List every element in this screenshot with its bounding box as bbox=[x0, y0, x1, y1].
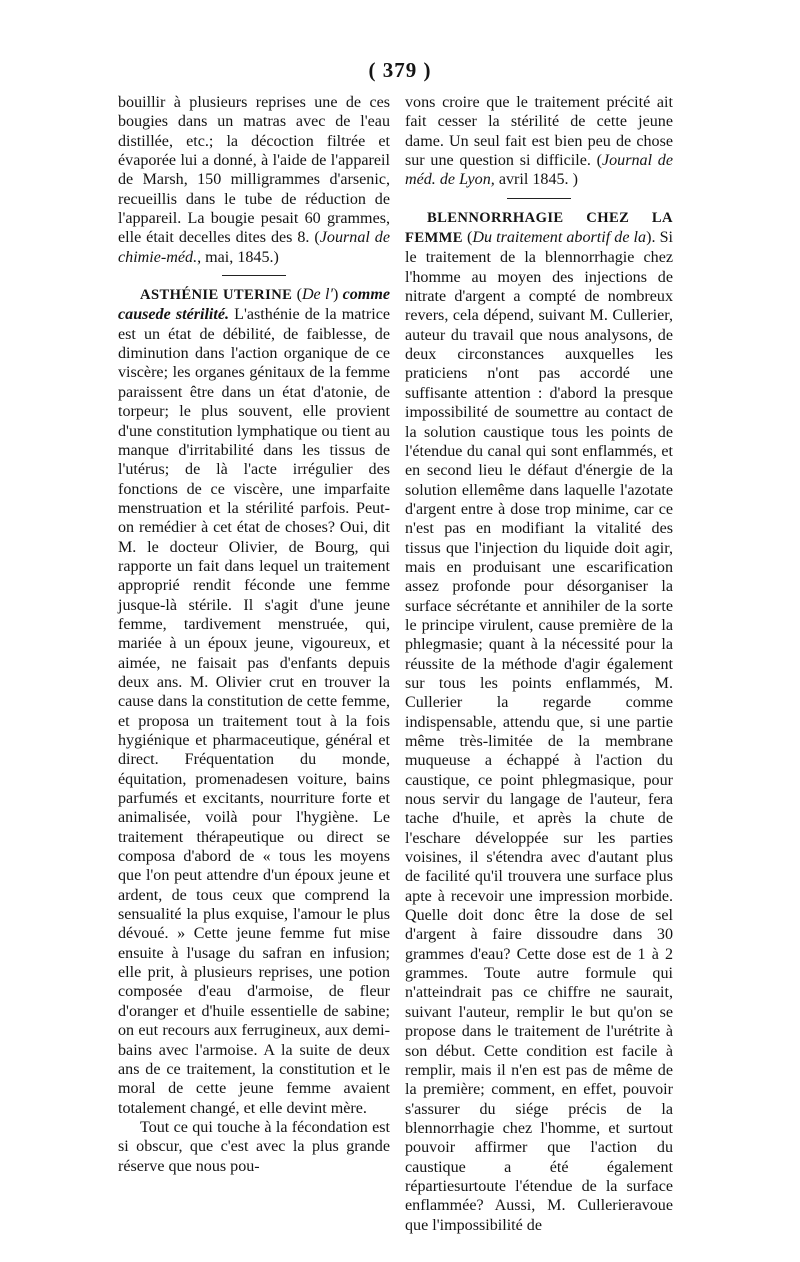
article-heading: BLENNORRHAGIE CHEZ LA FEMME bbox=[405, 209, 673, 247]
section-divider bbox=[507, 198, 571, 199]
article-subtitle: De l' bbox=[301, 286, 333, 304]
article-subtitle: Du traitement abortif de la bbox=[472, 229, 647, 247]
article-body: Si le traitement de la blennorrhagie chez l'homme au moyen des injections de nitrate d'argent a compté de nombreux revers, cela dépend, suivant M. Cullerier, auteur du travail que nous analysons, de deux circonstances auxquelles les praticiens n'ont pas accordé une suffisante attention : d'abord la presque impossibilité de soumettre au contact de la solution caustique tous les points de l'étendue du canal qui sont enflammés, et en second lieu le défaut d'énergie de la solution ellemême dans laquelle l'azotate d'argent entre à dose trop minime, car ce n'est pas en modifiant la vitalité des tissus que l'injection du liquide doit agir, mais en produisant une escarification assez profonde pour désorganiser la surface sécrétante et annihiler de la sorte le principe virulent, cause première de la phlegmasie; quant à la nécessité pour la réussite de la méthode d'agir également sur tous les points enflammés, M. Cullerier la regarde comme indispensable, attendu que, si une partie même très-limitée de la membrane muqueuse a échappé à l'action du caustique, ce point phlegmasique, pour nous servir du langage de l'auteur, fera tache d'huile, et après la chute de l'eschare développée sur les parties voisines, il s'étendra avec d'autant plus de facilité qu'il trouvera une surface plus apte à recevoir une impression morbide. Quelle doit donc être la dose de sel d'argent à faire dissoudre dans 30 grammes d'eau? Cette dose est de 1 à 2 grammes. Toute autre formule qui n'atteindrait pas ce chiffre ne saurait, suivant l'auteur, remplir le but qu'on se propose dans le traitement de l'urétrite à son début. Cette condition est facile à remplir, mais il n'en est pas de même de la première; comment, en effet, pouvoir s'assurer du siége précis de la blennorrhagie chez l'homme, et surtout pouvoir affirmer que l'action du caustique a été également répartiesurtoute l'étendue de la surface enflammée? Aussi, M. Cullerieravoue que l'impossibilité de bbox=[405, 229, 673, 1234]
section-divider bbox=[222, 275, 286, 276]
article-blennorrhagie: BLENNORRHAGIE CHEZ LA FEMME (Du traitement abortif de la). Si le traitement de la blennorrhagie chez l'homme au moyen des injections de nitrate d'argent a compté de nombreux revers, cela dépend, suivant M. Cullerier, auteur du travail que nous analysons, de deux circonstances auxquelles les praticiens n'ont pas accordé une suffisante attention : d'abord la presque impossibilité de soumettre au contact de la solution caustique tous les points de l'étendue du canal qui sont enflammés, et en second lieu le défaut d'énergie de la solution ellemême dans laquelle l'azotate d'argent entre à dose trop minime, car ce n'est pas en modifiant la vitalité des tissus que l'injection du liquide doit agir, mais en produisant une escarification assez profonde pour désorganiser la surface sécrétante et annihiler de la sorte le principe virulent, cause première de la phlegmasie; quant à la nécessité pour la réussite de la méthode d'agir également sur tous les points enflammés, M. Cullerier la regarde comme indispensable, attendu que, si une partie même très-limitée de la membrane muqueuse a échappé à l'action du caustique, ce point phlegmasique, pour nous servir du langage de l'auteur, fera tache d'huile, et après la chute de l'eschare développée sur les parties voisines, il s'étendra avec d'autant plus de facilité qu'il trouvera une surface plus apte à recevoir une impression morbide. Quelle doit donc être la dose de sel d'argent à faire dissoudre dans 30 grammes d'eau? Cette dose est de 1 à 2 grammes. Toute autre formule qui n'atteindrait pas ce chiffre ne saurait, suivant l'auteur, remplir le but qu'on se propose dans le traitement de l'urétrite à son début. Cette condition est facile à remplir, mais il n'en est pas de même de la première; comment, en effet, pouvoir s'assurer du siége précis de la blennorrhagie chez l'homme, et surtout pouvoir affirmer que l'action du caustique a été également répartiesurtoute l'étendue de la surface enflammée? Aussi, M. Cullerieravoue que l'impossibilité de bbox=[405, 209, 673, 1234]
source-citation: Journal de méd. de Lyon, bbox=[405, 152, 673, 189]
paragraph-continuation: vons croire que le traitement précité ait fait cesser la stérilité de cette jeune dame. Un seul fait est bien peu de chose sur une question si difficile. (Journal de méd. de Lyon, avril 1845. ) bbox=[405, 94, 673, 189]
article-body: L'asthénie de la matrice est un état de débilité, de faiblesse, de diminution dans l'action organique de ce viscère; les organes génitaux de la femme paraissent être dans un état d'atonie, de torpeur; le plus souvent, elle provient d'une constitution lymphatique ou tient au manque d'irritabilité dans les tissus de l'utérus; de là l'acte irrégulier des fonctions de ce viscère, une imparfaite menstruation et la stérilité parfois. Peut-on remédier à cet état de choses? Oui, dit M. le docteur Olivier, de Bourg, qui rapporte un fait dans lequel un traitement approprié rendit féconde une femme jusque-là stérile. Il s'agit d'une jeune femme, tardivement menstruée, qui, mariée à un époux jeune, vigoureux, et aimée, ne faisait pas d'enfants depuis deux ans. M. Olivier crut en trouver la cause dans la constitution de cette femme, et proposa un traitement tout à la fois hygiénique et pharmaceutique, général et direct. Fréquentation du monde, équitation, promenadesen voiture, bains parfumés et excitants, nourriture forte et animalisée, voilà pour l'hygiène. Le traitement thérapeutique ou direct se composa d'abord de « tous les moyens que l'on peut attendre d'un époux jeune et ardent, de tous ceux que comprend la sensualité la plus exquise, l'amour le plus dévoué. » Cette jeune femme fut mise ensuite à l'usage du safran en infusion; elle prit, à plusieurs reprises, une potion composée d'eau d'armoise, de fleur d'oranger et d'huile essentielle de sabine; on eut recours aux ferrugineux, aux demi-bains avec l'armoise. A la suite de deux ans de ce traitement, la constitution et le moral de cette jeune femme avaient totalement changé, et elle devint mère. bbox=[118, 306, 391, 1117]
right-column bbox=[405, 93, 673, 1235]
article-subtitle-continued: comme causede stérilité. bbox=[118, 286, 390, 324]
article-asthenie-uterine: ASTHÉNIE UTERINE (De l') comme causede stérilité. L'asthénie de la matrice est un état de débilité, de faiblesse, de diminution dans l'action organique de ce viscère; les organes génitaux de la femme paraissent être dans un état d'atonie, de torpeur; le plus souvent, elle provient d'une constitution lymphatique ou tient au manque d'irritabilité dans les tissus de l'utérus; de là l'acte irrégulier des fonctions de ce viscère, une imparfaite menstruation et la stérilité parfois. Peut-on remédier à cet état de choses? Oui, dit M. le docteur Olivier, de Bourg, qui rapporte un fait dans lequel un traitement approprié rendit féconde une femme jusque-là stérile. Il s'agit d'une jeune femme, tardivement menstruée, qui, mariée à un époux jeune, vigoureux, et aimée, ne faisait pas d'enfants depuis deux ans. M. Olivier crut en trouver la cause dans la constitution de cette femme, et proposa un traitement tout à la fois hygiénique et pharmaceutique, général et direct. Fréquentation du monde, équitation, promenadesen voiture, bains parfumés et excitants, nourriture forte et animalisée, voilà pour l'hygiène. Le traitement thérapeutique ou direct se composa d'abord de « tous les moyens que l'on peut attendre d'un époux jeune et ardent, de tous ceux que comprend la sensualité la plus exquise, l'amour le plus dévoué. » Cette jeune femme fut mise ensuite à l'usage du safran en infusion; elle prit, à plusieurs reprises, une potion composée d'eau d'armoise, de fleur d'oranger et d'huile essentielle de sabine; on eut recours aux ferrugineux, aux demi-bains avec l'armoise. A la suite de deux ans de ce traitement, la constitution et le moral de cette jeune femme avaient totalement changé, et elle devint mère. bbox=[118, 286, 391, 1117]
source-citation: Journal de chimie-méd. bbox=[118, 229, 390, 266]
article-heading: ASTHÉNIE UTERINE bbox=[140, 287, 293, 304]
paragraph-bougies-arsenic: bouillir à plusieurs reprises une de ces bougies dans un matras avec de l'eau distillée, etc.; la décoction filtrée et évaporée lui a donné, à l'aide de l'appareil de Marsh, 150 milligrammes d'arsenic, recueillis dans le tube de réduction de l'appareil. La bougie pesait 60 grammes, elle était decelles dites des 8. (Journal de chimie-méd., mai, 1845.) bbox=[118, 94, 390, 266]
paragraph-fecondation: Tout ce qui touche à la fécondation est si obscur, que c'est avec la plus grande réserve que nous pou- bbox=[118, 1118, 390, 1175]
page-number: ( 379 ) bbox=[368, 58, 432, 82]
left-column bbox=[118, 93, 390, 1176]
